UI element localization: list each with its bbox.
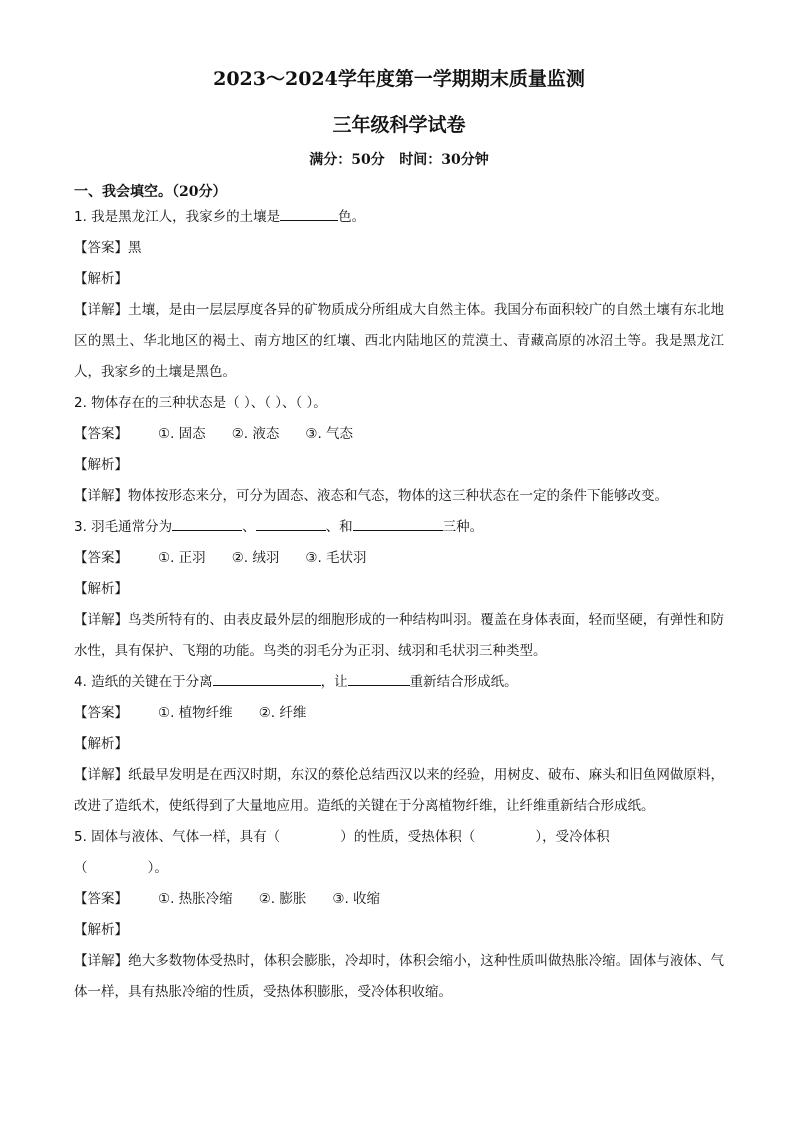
answer-label: 【答案】 [74, 550, 128, 566]
analysis-label-4: 【解析】 [74, 736, 128, 752]
exam-subtitle: 三年级科学试卷 [332, 114, 466, 136]
blank [256, 516, 326, 531]
answer-4 [74, 698, 724, 729]
detail-2-text: 物体按形态来分，可分为固态、液态和气态，物体的这三种状态在一定的条件下能够改变。 [128, 488, 668, 504]
question-4-text-c: 重新结合形成纸。 [409, 674, 518, 690]
detail-label: 【详解】 [74, 612, 129, 628]
section-heading: 一、我会填空。（20分） [74, 184, 227, 200]
detail-label: 【详解】 [74, 302, 129, 318]
answer-label: 【答案】 [74, 426, 128, 442]
analysis-label-2: 【解析】 [74, 457, 128, 473]
question-2: 2. 物体存在的三种状态是（ ）、（ ）、（ ）。 [74, 395, 327, 411]
detail-label: 【详解】 [74, 767, 129, 783]
question-3 [74, 512, 724, 543]
answer-option: ②. 液态 [231, 426, 280, 442]
answer-5 [74, 884, 724, 915]
detail-label: 【详解】 [74, 488, 128, 504]
detail-3-text: 鸟类所特有的、由表皮最外层的细胞形成的一种结构叫羽。覆盖在身体表面，轻而坚硬，有弹性和防水性，具有保护、飞翔的功能。鸟类的羽毛分为正羽、绒羽和毛状羽三种类型。 [74, 612, 725, 659]
question-3-text-c: 、和 [325, 519, 353, 535]
answer-3 [74, 543, 724, 574]
answer-1-value: 黑 [128, 240, 142, 256]
answer-option: ①. 热胀冷缩 [158, 891, 233, 907]
detail-5 [74, 946, 724, 1008]
analysis-label-3: 【解析】 [74, 581, 128, 597]
question-1 [74, 202, 724, 233]
question-5-line-1: 5. 固体与液体、气体一样，具有（ ）的性质，受热体积（ ），受冷体积 [74, 829, 610, 845]
blank [348, 671, 410, 686]
document-page [74, 66, 724, 1008]
question-4 [74, 667, 724, 698]
blank [280, 206, 338, 221]
question-3-text-d: 三种。 [442, 519, 484, 535]
answer-label: 【答案】 [74, 891, 128, 907]
answer-option: ②. 纤维 [258, 705, 307, 721]
question-4-text-b: ，让 [320, 674, 348, 690]
blank [172, 516, 242, 531]
question-1-text-a: 1. 我是黑龙江人，我家乡的土壤是 [74, 209, 281, 225]
answer-1 [74, 233, 724, 264]
answer-option: ③. 收缩 [332, 891, 381, 907]
detail-2 [74, 481, 724, 512]
question-1-text-b: 色。 [338, 209, 366, 225]
answer-option: ①. 正羽 [158, 550, 206, 566]
answer-option: ①. 固态 [158, 426, 206, 442]
detail-1 [74, 295, 724, 388]
question-3-text-a: 3. 羽毛通常分为 [74, 519, 173, 535]
answer-option: ②. 膨胀 [258, 891, 307, 907]
exam-title: 2023～2024学年度第一学期期末质量监测 [213, 68, 585, 90]
question-4-text-a: 4. 造纸的关键在于分离 [74, 674, 213, 690]
detail-1-text: 土壤，是由一层层厚度各异的矿物质成分所组成大自然主体。我国分布面积较广的自然土壤有东北地区的黑土、华北地区的褐土、南方地区的红壤、西北内陆地区的荒漠土、青藏高原的冰沼土等。我是黑龙江人，我家乡的土壤是黑色。 [74, 302, 725, 380]
answer-2 [74, 419, 724, 450]
answer-option: ②. 绒羽 [231, 550, 280, 566]
detail-4-text: 纸最早发明是在西汉时期，东汉的蔡伦总结西汉以来的经验，用树皮、破布、麻头和旧鱼网做原料，改进了造纸术，使纸得到了大量地应用。造纸的关键在于分离植物纤维，让纤维重新结合形成纸。 [74, 767, 725, 814]
detail-4 [74, 760, 724, 822]
detail-5-text: 绝大多数物体受热时，体积会膨胀，冷却时，体积会缩小，这种性质叫做热胀冷缩。固体与液体、气体一样，具有热胀冷缩的性质，受热体积膨胀，受冷体积收缩。 [74, 953, 725, 1000]
question-5-line-2: （ ）。 [74, 860, 168, 876]
answer-label: 【答案】 [74, 240, 128, 256]
detail-label: 【详解】 [74, 953, 129, 969]
detail-3 [74, 605, 724, 667]
exam-meta: 满分：50分 时间：30分钟 [309, 152, 489, 168]
question-3-text-b: 、 [242, 519, 256, 535]
blank [213, 671, 321, 686]
answer-label: 【答案】 [74, 705, 128, 721]
answer-option: ③. 毛状羽 [305, 550, 367, 566]
answer-option: ①. 植物纤维 [158, 705, 233, 721]
answer-option: ③. 气态 [305, 426, 354, 442]
blank [353, 516, 443, 531]
analysis-label-5: 【解析】 [74, 922, 128, 938]
analysis-label-1: 【解析】 [74, 271, 128, 287]
